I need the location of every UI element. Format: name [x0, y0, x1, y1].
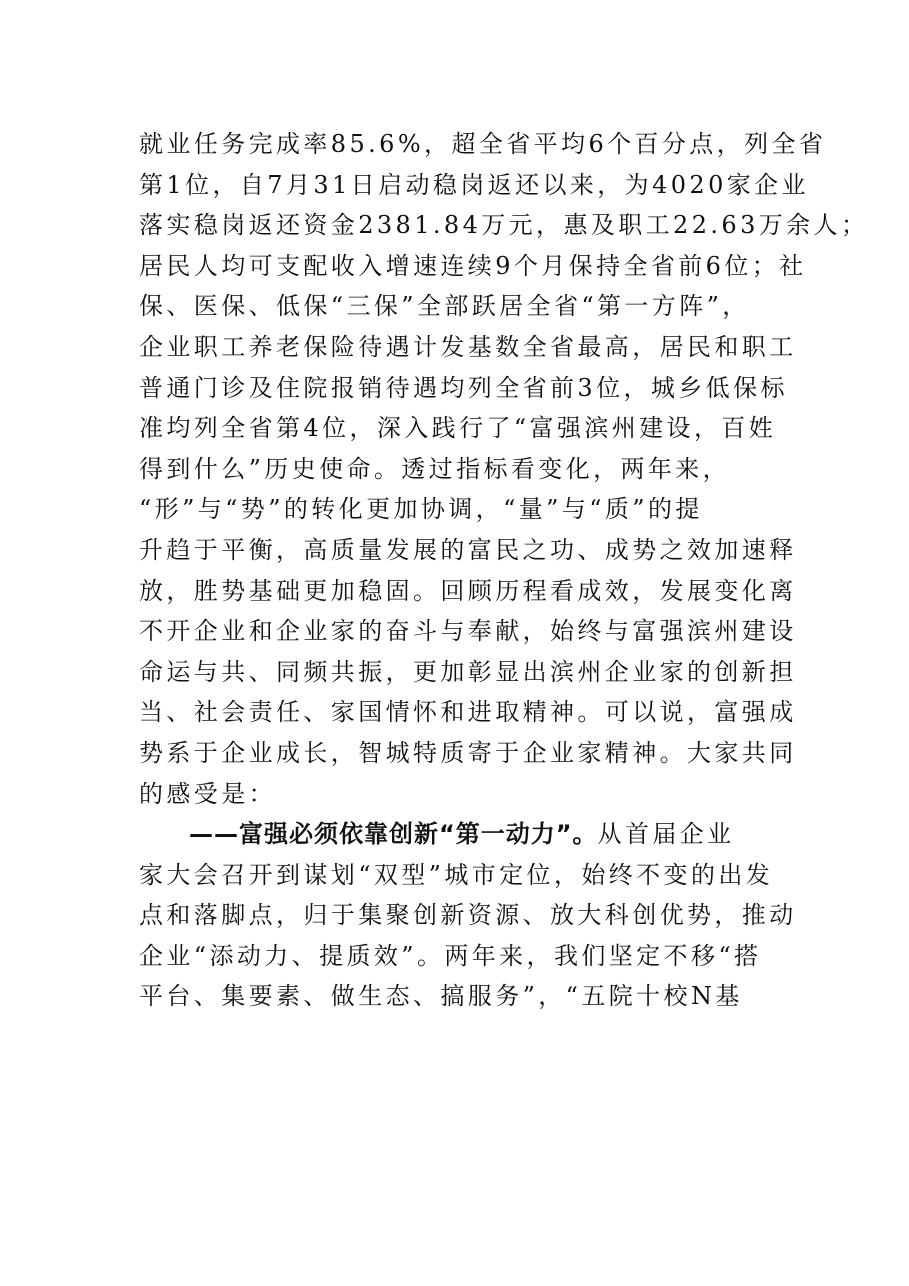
text-line: 家大会召开到谋划“双型”城市定位，始终不变的出发: [139, 860, 774, 889]
text-line: 放，胜势基础更加稳固。回顾历程看成效，发展变化离: [139, 576, 797, 605]
text-line: 升趋于平衡，高质量发展的富民之功、成势之效加速释: [139, 535, 797, 564]
text-line: 势系于企业成长，智城特质寄于企业家精神。大家共同: [139, 738, 797, 767]
text-line: 当、社会责任、家国情怀和进取精神。可以说，富强成: [139, 698, 797, 727]
text-line: 点和落脚点，归于集聚创新资源、放大科创优势，推动: [139, 901, 797, 930]
text-line: 第1位，自7月31日启动稳岗返还以来，为4020家企业: [139, 170, 809, 199]
body-text: [139, 124, 869, 1017]
text-line: 命运与共、同频共振，更加彰显出滨州企业家的创新担: [139, 657, 797, 686]
text-line: “形”与“势”的转化更加协调，“量”与“质”的提: [139, 495, 703, 524]
text-line: 企业“添动力、提质效”。两年来，我们坚定不移“搭: [139, 941, 762, 970]
text-line: 得到什么”历史使命。透过指标看变化，两年来，: [139, 454, 731, 483]
text-line: 居民人均可支配收入增速连续9个月保持全省前6位；社: [139, 251, 807, 280]
text-line: 普通门诊及住院报销待遇均列全省前3位，城乡低保标: [139, 373, 788, 402]
text-line: 的感受是：: [139, 779, 276, 808]
section-heading: ——富强必须依靠创新“第一动力”。: [189, 820, 598, 849]
text-line: 平台、集要素、做生态、搞服务”，“五院十校N基: [139, 982, 743, 1011]
text-line: 就业任务完成率85.6%，超全省平均6个百分点，列全省: [139, 130, 827, 158]
section-heading-line: [139, 814, 779, 855]
text-line: 落实稳岗返还资金2381.84万元，惠及职工22.63万余人；: [139, 211, 869, 240]
text-line: 保、医保、低保“三保”全部跃居全省“第一方阵”，: [139, 292, 750, 321]
text-line: 准均列全省第4位，深入践行了“富强滨州建设，百姓: [139, 414, 777, 443]
text-line: 企业职工养老保险待遇计发基数全省最高，居民和职工: [139, 332, 797, 361]
text-line: 不开企业和企业家的奋斗与奉献，始终与富强滨州建设: [139, 617, 797, 646]
heading-trailing-text: 从首届企业: [597, 820, 735, 849]
